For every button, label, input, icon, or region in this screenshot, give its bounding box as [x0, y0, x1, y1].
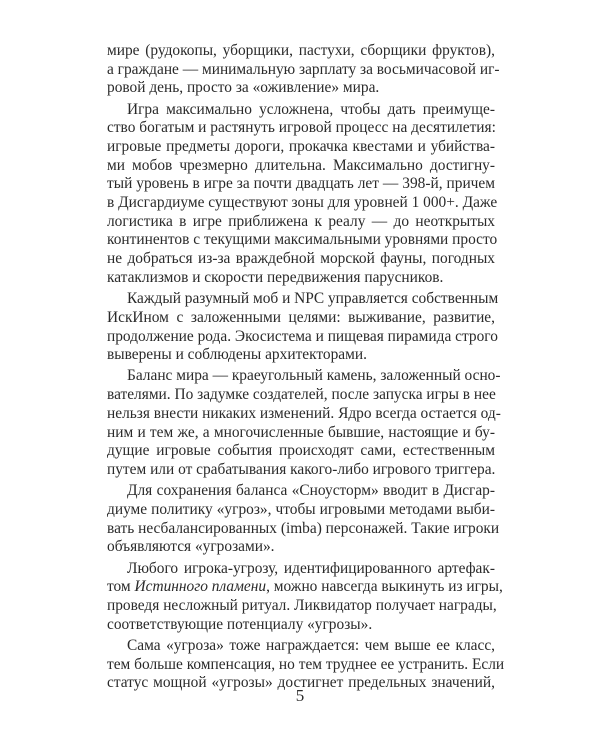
text-line: Сама «угроза» тоже награждается: чем выше ее класс, — [127, 636, 495, 654]
text-line: ним и тем же, а многочисленные бывшие, настоящие и бу- — [107, 423, 495, 441]
text-line: в Дисгардиуме существуют зоны для уровней 1 000+. Даже — [107, 194, 498, 212]
text-line: выверены и соблюдены архитекторами. — [107, 346, 367, 364]
text-line: тый уровень в игре за почти двадцать лет — 398-й, причем — [107, 175, 495, 193]
text-line: проведя несложный ритуал. Ликвидатор получает награды, — [107, 596, 497, 614]
text-line: диуме политику «угроз», чтобы игровыми методами выби- — [107, 500, 495, 518]
body-text — [107, 42, 505, 693]
text-line: вать несбалансированных (imba) персонажей. Такие игроки — [107, 519, 500, 537]
text-line: нельзя внести никаких изменений. Ядро всегда остается од- — [107, 404, 501, 422]
paragraph — [107, 482, 500, 557]
text-line: Каждый разумный моб и NPC управляется собственным — [127, 290, 499, 308]
paragraph — [107, 100, 498, 288]
text-line: мире (рудокопы, уборщики, пастухи, сборщики фруктов), — [107, 42, 495, 59]
text-line: путем или от срабатывания какого-либо игрового триггера. — [107, 460, 496, 478]
paragraph — [107, 636, 505, 693]
text-line: не добраться из-за враждебной морской фауны, погодных — [107, 250, 495, 268]
text-line: объявляются «угрозами». — [107, 538, 275, 556]
text-line: Для сохранения баланса «Сноусторм» вводит в Дисгар- — [127, 482, 495, 500]
text-line: Баланс мира — краеугольный камень, заложенный осно- — [127, 367, 501, 385]
text-line: логистика в игре приближена к реалу — до неоткрытых — [107, 212, 495, 230]
text-line: ство богатым и растянуть игровой процесс на десятилетия: — [107, 119, 496, 137]
text-line: вателями. По задумке создателей, после запуска игры в нее — [107, 386, 496, 404]
text-line: ИскИном с заложенными целями: выживание, развитие, — [107, 308, 495, 326]
text-line: тем больше компенсация, но тем труднее ее устранить. Если — [107, 655, 505, 673]
text-line: ми мобов чрезмерно длительна. Максимально достигну- — [107, 156, 495, 174]
text-line: катаклизмов и скорости передвижения парусников. — [107, 268, 444, 286]
paragraph — [107, 559, 503, 635]
text-span: том — [107, 578, 135, 596]
paragraph — [107, 290, 499, 365]
paragraph — [107, 367, 501, 479]
text-span: , можно навсегда выкинуть из игры, — [266, 578, 503, 596]
text-line: Любого игрока-угрозу, идентифицированного артефак- — [127, 559, 495, 577]
text-line: Игра максимально усложнена, чтобы дать преимуще- — [127, 100, 495, 118]
page-number: 5 — [295, 686, 305, 705]
paragraph — [107, 42, 500, 98]
text-line: статус мощной «угрозы» достигнет предельных значений, — [107, 674, 495, 692]
italic-term: Истинного пламени — [134, 578, 267, 596]
text-line: продолжение рода. Экосистема и пищевая пирамида строго — [107, 327, 498, 345]
text-line — [107, 578, 503, 597]
text-line: соответствующие потенциалу «угрозы». — [107, 615, 373, 633]
text-line: а граждане — минимальную зарплату за восьмичасовой иг- — [107, 60, 500, 78]
text-line: ровой день, просто за «оживление» мира. — [107, 79, 380, 97]
text-line: игровые предметы дороги, прокачка квестами и убийства- — [107, 138, 495, 156]
text-line: дущие игровые события происходят сами, естественным — [107, 442, 495, 460]
text-line: континентов с текущими максимальными уровнями просто — [107, 231, 498, 249]
